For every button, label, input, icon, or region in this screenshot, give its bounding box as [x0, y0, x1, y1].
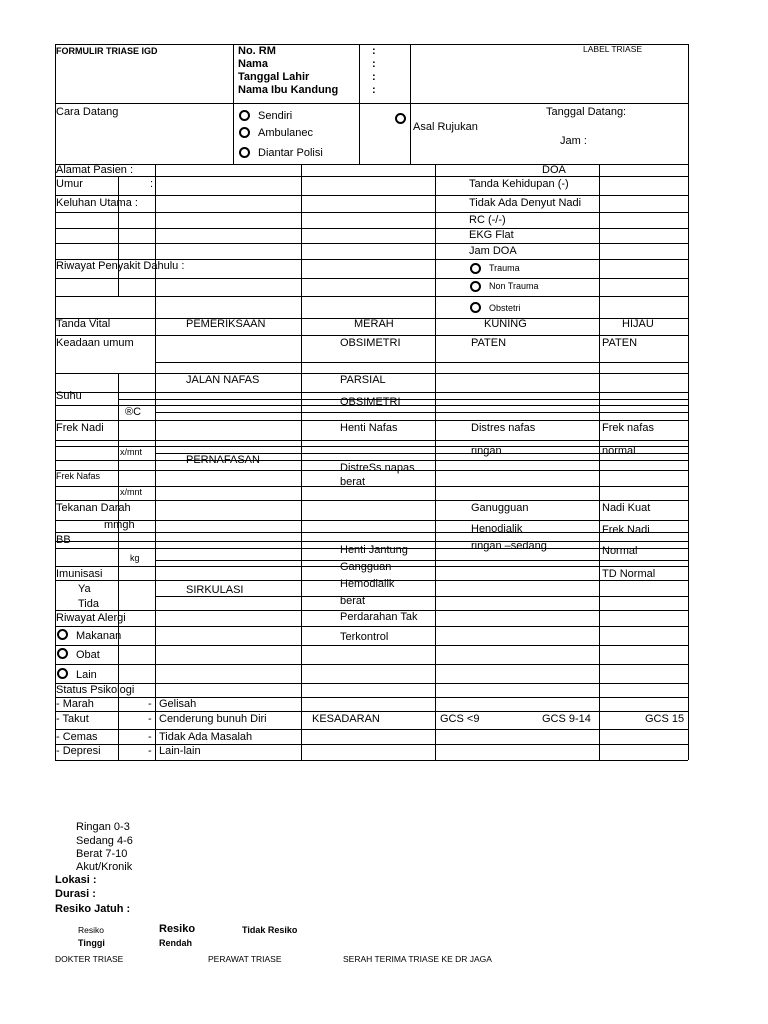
tidak-ada-masalah: Tidak Ada Masalah: [159, 731, 253, 743]
merah-header: MERAH: [354, 318, 394, 330]
label-triase: LABEL TRIASE: [583, 44, 643, 54]
gelisah: Gelisah: [159, 698, 197, 710]
merah-hemodialik: Hemodialik: [340, 578, 395, 590]
colon: :: [372, 58, 376, 70]
mmgh: mmgh: [104, 519, 135, 531]
hijau-gcs: GCS 15: [645, 713, 685, 725]
hijau-normal: normal: [602, 445, 636, 457]
jalan-nafas: JALAN NAFAS: [186, 374, 260, 386]
diantar-polisi-label: Diantar Polisi: [258, 147, 323, 159]
hijau-nadi-kuat: Nadi Kuat: [602, 502, 651, 514]
dash: -: [148, 698, 152, 710]
kg: kg: [130, 553, 140, 563]
radio-trauma[interactable]: [470, 263, 481, 274]
jam-doa: Jam DOA: [469, 245, 517, 257]
radio-asal-rujukan[interactable]: [395, 113, 406, 124]
sedang-scale: Sedang 4-6: [76, 835, 133, 847]
akut-kronik: Akut/Kronik: [76, 861, 133, 873]
kuning-paten: PATEN: [471, 337, 507, 349]
frek-nadi: Frek Nadi: [56, 422, 104, 434]
kuning-gcs: GCS 9-14: [542, 713, 591, 725]
merah-parsial: PARSIAL: [340, 374, 386, 386]
kesadaran: KESADARAN: [312, 713, 380, 725]
riwayat-alergi: Riwayat Alergi: [56, 612, 126, 624]
berat-scale: Berat 7-10: [76, 848, 128, 860]
umur-colon: :: [150, 178, 154, 190]
celsius: ®C: [125, 406, 142, 418]
x-mnt: x/mnt: [120, 487, 143, 497]
kuning-henodialik: Henodialik: [471, 523, 523, 535]
ekg-flat: EKG Flat: [469, 229, 514, 241]
merah-terkontrol: Terkontrol: [340, 631, 389, 643]
alamat-label: Alamat Pasien :: [56, 164, 134, 176]
kuning-ringan-sedang: ringan –sedang: [471, 540, 547, 552]
nama-ibu-label: Nama Ibu Kandung: [238, 84, 339, 96]
dash: -: [148, 731, 152, 743]
resiko-tinggi-2: Tinggi: [78, 938, 105, 948]
cara-datang-label: Cara Datang: [56, 106, 119, 118]
kuning-distres-1: Distres nafas: [471, 422, 536, 434]
x-mnt: x/mnt: [120, 447, 143, 457]
trauma-label: Trauma: [489, 263, 520, 273]
kuning-distres-2: ringan: [471, 445, 502, 457]
radio-ambulanec[interactable]: [239, 127, 250, 138]
frek-nafas: Frek Nafas: [56, 471, 101, 481]
merah-henti-jantung: Henti Jantung: [340, 544, 408, 556]
asal-rujukan-label: Asal Rujukan: [413, 121, 478, 133]
dokter-triase: DOKTER TRIASE: [55, 954, 124, 964]
hijau-normal-2: Normal: [602, 545, 638, 557]
radio-obstetri[interactable]: [470, 302, 481, 313]
nama-label: Nama: [238, 58, 268, 70]
keluhan-label: Keluhan Utama :: [56, 197, 138, 209]
radio-diantar-polisi[interactable]: [239, 147, 250, 158]
tanggal-lahir-label: Tanggal Lahir: [238, 71, 310, 83]
radio-non-trauma[interactable]: [470, 281, 481, 292]
radio-makanan[interactable]: [57, 629, 68, 640]
tanda-kehidupan: Tanda Kehidupan (-): [469, 178, 569, 190]
obstetri-label: Obstetri: [489, 303, 521, 313]
pernafasan: PERNAFASAN: [186, 454, 260, 466]
jam-label: Jam :: [560, 135, 587, 147]
tidak-resiko: Tidak Resiko: [242, 925, 298, 935]
merah-distress-2: berat: [340, 476, 366, 488]
no-rm-label: No. RM: [238, 45, 276, 57]
merah-obsimetri-2: OBSIMETRI: [340, 396, 401, 408]
ringan-scale: Ringan 0-3: [76, 821, 130, 833]
kuning-ganugguan: Ganugguan: [471, 502, 529, 514]
non-trauma-label: Non Trauma: [489, 281, 539, 291]
colon: :: [372, 71, 376, 83]
tekanan-darah: Tekanan Darah: [56, 502, 131, 514]
radio-obat[interactable]: [57, 648, 68, 659]
hijau-td-normal: TD Normal: [602, 568, 656, 580]
hijau-frek-nafas: Frek nafas: [602, 422, 654, 434]
merah-obsimetri: OBSIMETRI: [340, 337, 401, 349]
merah-distress-1: DistreSs napas: [340, 462, 415, 474]
hijau-paten: PATEN: [602, 337, 638, 349]
obat-label: Obat: [76, 649, 100, 661]
tida: Tida: [78, 598, 99, 610]
cenderung-bunuh-diri: Cenderung bunuh Diri: [159, 713, 267, 725]
lain-label: Lain: [76, 669, 97, 681]
tanda-vital-header: Tanda Vital: [56, 318, 111, 330]
ambulanec-label: Ambulanec: [258, 127, 314, 139]
ya: Ya: [78, 583, 91, 595]
colon: :: [372, 84, 376, 96]
resiko-rendah-2: Rendah: [159, 938, 193, 948]
radio-lain[interactable]: [57, 668, 68, 679]
merah-gangguan: Gangguan: [340, 561, 392, 573]
resiko-jatuh: Resiko Jatuh :: [55, 903, 131, 915]
marah: - Marah: [56, 698, 94, 710]
pemeriksaan-header: PEMERIKSAAN: [186, 318, 266, 330]
colon: :: [372, 45, 376, 57]
merah-gcs: GCS <9: [440, 713, 480, 725]
makanan-label: Makanan: [76, 630, 122, 642]
hijau-header: HIJAU: [622, 318, 654, 330]
rc: RC (-/-): [469, 214, 506, 226]
sendiri-label: Sendiri: [258, 110, 293, 122]
merah-perdarahan: Perdarahan Tak: [340, 611, 418, 623]
doa-title: DOA: [542, 164, 566, 176]
form-title: FORMULIR TRIASE IGD: [56, 46, 158, 56]
resiko-rendah-1: Resiko: [159, 923, 196, 935]
imunisasi: Imunisasi: [56, 568, 103, 580]
suhu: Suhu: [56, 390, 82, 402]
resiko-tinggi-1: Resiko: [78, 925, 104, 935]
cemas: - Cemas: [56, 731, 98, 743]
kuning-header: KUNING: [484, 318, 527, 330]
merah-henti-nafas: Henti Nafas: [340, 422, 398, 434]
keadaan-umum: Keadaan umum: [56, 337, 134, 349]
dash: -: [148, 745, 152, 757]
dash: -: [148, 713, 152, 725]
takut: - Takut: [56, 713, 89, 725]
status-psikologi: Status Psikologi: [56, 684, 135, 696]
lokasi: Lokasi :: [55, 874, 97, 886]
radio-sendiri[interactable]: [239, 110, 250, 121]
serah-terima: SERAH TERIMA TRIASE KE DR JAGA: [343, 954, 492, 964]
merah-berat: berat: [340, 595, 366, 607]
lain-lain: Lain-lain: [159, 745, 201, 757]
durasi: Durasi :: [55, 888, 96, 900]
bb: BB: [56, 534, 71, 546]
sirkulasi: SIRKULASI: [186, 584, 244, 596]
tanggal-datang-label: Tanggal Datang:: [546, 106, 627, 118]
tidak-ada-denyut: Tidak Ada Denyut Nadi: [469, 197, 582, 209]
riwayat-label: Riwayat Penyakit Dahulu :: [56, 260, 185, 272]
hijau-frek-nadi: Frek Nadi: [602, 524, 650, 536]
umur-label: Umur: [56, 178, 83, 190]
depresi: - Depresi: [56, 745, 101, 757]
perawat-triase: PERAWAT TRIASE: [208, 954, 282, 964]
